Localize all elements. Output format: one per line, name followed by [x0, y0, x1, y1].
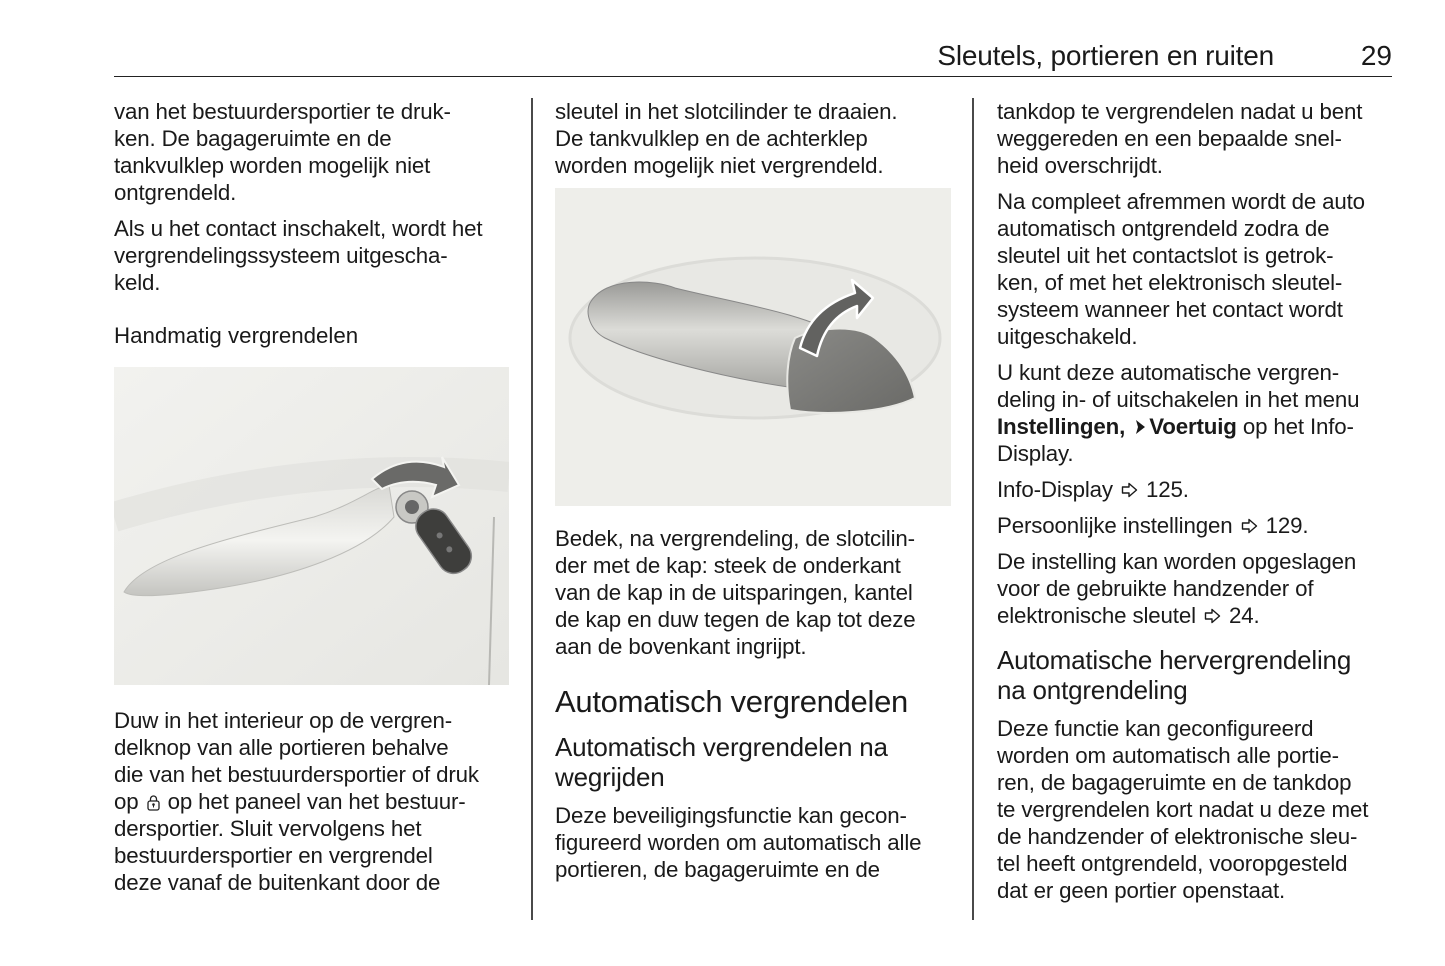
section-heading: Automatisch vergrendelen	[555, 684, 908, 719]
door-handle-key-illustration	[114, 367, 509, 685]
cross-reference[interactable]: Persoonlijke instellingen 129.	[997, 513, 1309, 538]
menu-item-instellingen: Instellingen,	[997, 414, 1126, 439]
subheading: Handmatig vergrendelen	[114, 323, 359, 348]
column-3	[997, 98, 1395, 913]
paragraph: tankdop te vergrendelen nadat u bent weggereden en een bepaalde snel- heid overschrijdt.	[997, 99, 1363, 178]
section-title: Sleutels, portieren en ruiten	[937, 40, 1274, 71]
column-divider	[531, 98, 533, 920]
page-reference-icon	[1241, 518, 1258, 534]
figure-door-handle-key	[114, 367, 509, 685]
paragraph: Na compleet afremmen wordt de auto automatisch ontgrendeld zodra de sleutel uit het contactslot is getrok- ken, of met het elektronisch sleutel- systeem wanneer het contact wordt uitgeschakeld.	[997, 189, 1365, 349]
door-handle-cap-illustration	[555, 188, 951, 506]
lock-icon	[147, 794, 160, 811]
subsection-heading: Automatische hervergrendeling na ontgrendeling	[997, 645, 1352, 705]
page-header	[114, 38, 1392, 77]
paragraph: Bedek, na vergrendeling, de slotcilin- der met de kap: steek de onderkant van de kap in de uitsparingen, kantel de kap en duw tegen de kap tot deze aan de bovenkant ingrijpt.	[555, 526, 916, 659]
page-number: 29	[1360, 40, 1392, 71]
menu-arrow-icon	[1134, 419, 1146, 435]
paragraph: sleutel in het slotcilinder te draaien. De tankvulklep en de achterklep worden mogelijk niet vergrendeld.	[555, 99, 898, 178]
paragraph: van het bestuurdersportier te druk- ken. De bagageruimte en de tankvulklep worden mogelijk niet ontgrendeld.	[114, 99, 451, 205]
figure-door-handle-cap	[555, 188, 951, 506]
page-reference-icon	[1204, 608, 1221, 624]
column-divider	[972, 98, 974, 920]
subsection-heading: Automatisch vergrendelen na wegrijden	[555, 732, 888, 792]
paragraph: Duw in het interieur op de vergren- delknop van alle portieren behalve die van het bestuurdersportier of druk op op het paneel van het bestuur- dersportier. Sluit vervolgens het bestuurdersportier en vergrendel deze vanaf de buitenkant door de	[114, 708, 479, 895]
column-1	[114, 98, 510, 905]
page-reference-icon	[1121, 482, 1138, 498]
paragraph: U kunt deze automatische vergren- deling in- of uitschakelen in het menu Instellingen, Voertuig op het Info- Display.	[997, 360, 1360, 466]
menu-item-voertuig: Voertuig	[1149, 414, 1237, 439]
column-2	[555, 98, 951, 892]
paragraph: Deze functie kan geconfigureerd worden om automatisch alle portie- ren, de bagageruimte en de tankdop te vergrendelen kort nadat u deze met de handzender of elektronische sleu- tel heeft ontgrendeld, vooropgesteld dat er geen portier openstaat.	[997, 716, 1369, 903]
cross-reference[interactable]: Info-Display 125.	[997, 477, 1189, 502]
paragraph: Deze beveiligingsfunctie kan gecon- figureerd worden om automatisch alle portieren, de bagageruimte en de	[555, 803, 922, 882]
paragraph: De instelling kan worden opgeslagen voor de gebruikte handzender of elektronische sleutel 24.	[997, 549, 1357, 628]
paragraph: Als u het contact inschakelt, wordt het vergrendelingssysteem uitgescha- keld.	[114, 216, 483, 295]
page-reference[interactable]: 24.	[1228, 603, 1260, 628]
